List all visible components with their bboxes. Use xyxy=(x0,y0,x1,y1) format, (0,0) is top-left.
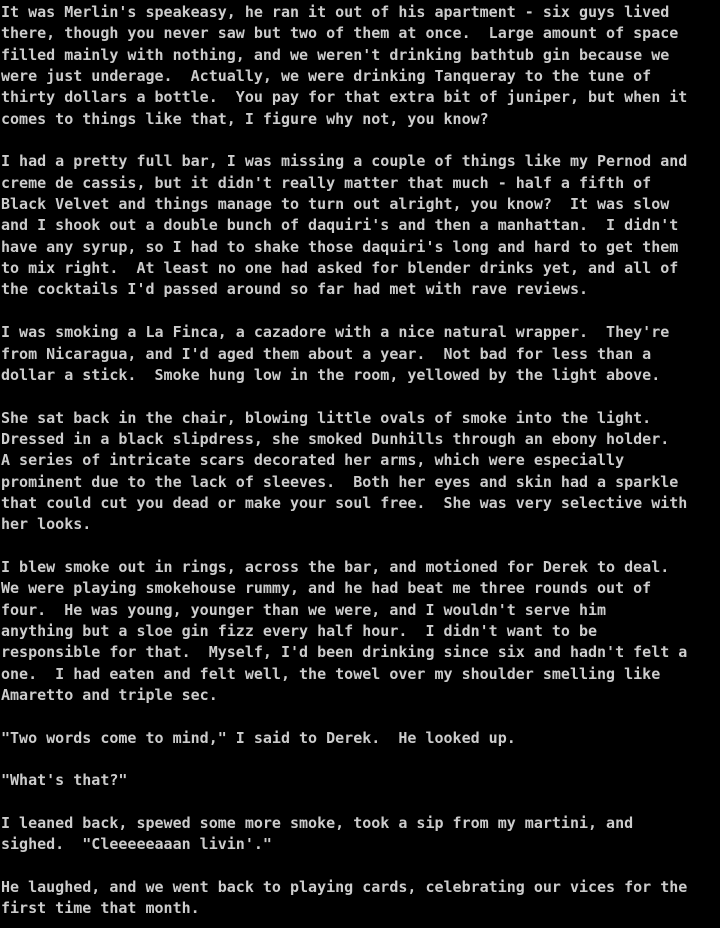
terminal-line xyxy=(1,301,720,322)
terminal-line: Black Velvet and things manage to turn out alright, you know? It was slow xyxy=(1,195,670,214)
terminal-line: filled mainly with nothing, and we weren't drinking bathtub gin because we xyxy=(1,45,670,64)
terminal-line: Dressed in a black slipdress, she smoked Dunhills through an ebony holder. xyxy=(1,429,670,448)
terminal-line: four. He was young, younger than we were, and I wouldn't serve him xyxy=(1,600,607,619)
terminal-line: the cocktails I'd passed around so far had met with rave reviews. xyxy=(1,280,588,299)
terminal-line: thirty dollars a bottle. You pay for that extra bit of juniper, but when it xyxy=(1,88,688,107)
terminal-line: He laughed, and we went back to playing cards, celebrating our vices for the xyxy=(1,878,688,897)
terminal-line: It was Merlin's speakeasy, he ran it out of his apartment - six guys lived xyxy=(1,3,670,21)
terminal-line xyxy=(1,386,720,407)
terminal-line: I had a pretty full bar, I was missing a couple of things like my Pernod and xyxy=(1,152,688,171)
terminal-line: comes to things like that, I figure why not, you know? xyxy=(1,109,489,128)
terminal-line: anything but a sloe gin fizz every half hour. I didn't want to be xyxy=(1,621,598,640)
terminal-line: there, though you never saw but two of them at once. Large amount of space xyxy=(1,24,679,43)
terminal-line: from Nicaragua, and I'd aged them about a year. Not bad for less than a xyxy=(1,344,652,363)
terminal-line: A series of intricate scars decorated her arms, which were especially xyxy=(1,451,625,470)
terminal-line: I leaned back, spewed some more smoke, took a sip from my martini, and xyxy=(1,814,634,833)
terminal-line xyxy=(1,749,720,770)
terminal-line: prominent due to the lack of sleeves. Both her eyes and skin had a sparkle xyxy=(1,472,679,491)
terminal-line: to mix right. At least no one had asked for blender drinks yet, and all of xyxy=(1,259,679,278)
terminal-line xyxy=(1,856,720,877)
terminal-line: "What's that?" xyxy=(1,771,128,790)
terminal-line: her looks. xyxy=(1,515,92,534)
terminal-line: creme de cassis, but it didn't really matter that much - half a fifth of xyxy=(1,173,652,192)
terminal-line: sighed. "Cleeeeeaaan livin'." xyxy=(1,835,272,854)
terminal-line: dollar a stick. Smoke hung low in the room, yellowed by the light above. xyxy=(1,365,661,384)
terminal-line: I was smoking a La Finca, a cazadore with a nice natural wrapper. They're xyxy=(1,323,670,342)
terminal-line: were just underage. Actually, we were drinking Tanqueray to the tune of xyxy=(1,67,652,86)
terminal-line: She sat back in the chair, blowing little ovals of smoke into the light. xyxy=(1,408,652,427)
terminal-line: first time that month. xyxy=(1,899,200,918)
terminal-line: have any syrup, so I had to shake those daquiri's long and hard to get them xyxy=(1,237,679,256)
terminal-line: We were playing smokehouse rummy, and he had beat me three rounds out of xyxy=(1,579,652,598)
terminal-line: one. I had eaten and felt well, the towel over my shoulder smelling like xyxy=(1,664,661,683)
terminal-line xyxy=(1,130,720,151)
terminal-line: I blew smoke out in rings, across the bar, and motioned for Derek to deal. xyxy=(1,557,670,576)
terminal-line xyxy=(1,536,720,557)
terminal-line: "Two words come to mind," I said to Derek. He looked up. xyxy=(1,728,516,747)
terminal-line xyxy=(1,792,720,813)
terminal-line: and I shook out a double bunch of daquiri's and then a manhattan. I didn't xyxy=(1,216,679,235)
terminal-line: Amaretto and triple sec. xyxy=(1,686,218,704)
terminal-line: responsible for that. Myself, I'd been drinking since six and hadn't felt a xyxy=(1,643,688,662)
terminal-line: that could cut you dead or make your soul free. She was very selective with xyxy=(1,493,688,512)
terminal-line xyxy=(1,706,720,727)
